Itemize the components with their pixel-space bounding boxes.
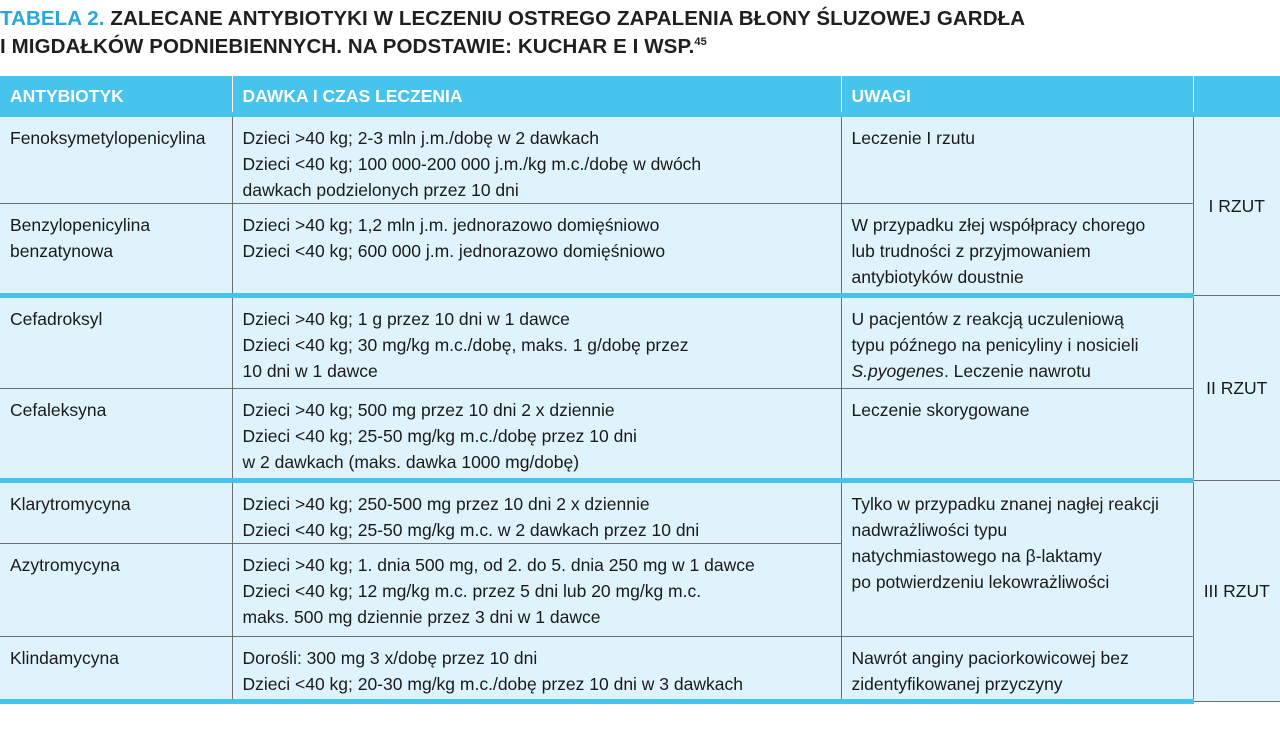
dose-line: Dzieci >40 kg; 1 g przez 10 dni w 1 dawce	[242, 308, 570, 329]
table-header-row	[0, 76, 1280, 114]
dose-line: maks. 500 mg dziennie przez 3 dni w 1 dawce	[242, 606, 601, 627]
dose-line: Dzieci <40 kg; 100 000-200 000 j.m./kg m.c./dobę w dwóch	[242, 153, 702, 174]
note-line: U pacjentów z reakcją uczuleniową	[851, 308, 1124, 329]
reference-number: 45	[694, 36, 707, 49]
dose-line: Dzieci <40 kg; 12 mg/kg m.c. przez 5 dni lub 20 mg/kg m.c.	[242, 580, 702, 601]
dose-line: w 2 dawkach (maks. dawka 1000 mg/dobę)	[242, 451, 580, 472]
antibiotics-table	[0, 76, 1280, 704]
cell-uwagi	[841, 295, 1193, 388]
antibiotic-name: Cefadroksyl	[10, 308, 103, 329]
cell-dawka	[232, 203, 841, 295]
cell-dawka	[232, 543, 841, 636]
header-uwagi: UWAGI	[841, 76, 1193, 114]
dose-line: Dzieci >40 kg; 1,2 mln j.m. jednorazowo domięśniowo	[242, 214, 660, 235]
antibiotic-name: Klindamycyna	[10, 647, 119, 668]
note-line: natychmiastowego na β-laktamy	[851, 545, 1102, 566]
header-rzut	[1193, 76, 1280, 114]
cell-dawka	[232, 636, 841, 701]
table-title-line-2: I MIGDAŁKÓW PODNIEBIENNYCH. NA PODSTAWIE: KUCHAR E I WSP.	[0, 35, 695, 58]
cell-dawka	[232, 114, 841, 203]
table-row	[0, 480, 1280, 543]
antibiotic-name: Klarytromycyna	[10, 493, 131, 514]
dose-line: Dzieci <40 kg; 600 000 j.m. jednorazowo domięśniowo	[242, 240, 666, 261]
cell-uwagi	[841, 480, 1193, 636]
rzut-cell: II RZUT	[1193, 295, 1280, 480]
cell-uwagi	[841, 203, 1193, 295]
cell-antybiotyk	[0, 295, 232, 388]
table-row	[0, 114, 1280, 203]
note-tail: . Leczenie nawrotu	[943, 360, 1091, 381]
dose-line: Dzieci >40 kg; 500 mg przez 10 dni 2 x dziennie	[242, 399, 615, 420]
dose-line: Dzieci >40 kg; 250-500 mg przez 10 dni 2 x dziennie	[242, 493, 650, 514]
cell-antybiotyk	[0, 388, 232, 480]
note-line: typu późnego na penicyliny i nosicieli	[851, 334, 1139, 355]
antibiotic-name: benzatynowa	[10, 240, 114, 261]
note-line: Nawrót anginy paciorkowicowej bez	[851, 647, 1129, 668]
table-row	[0, 203, 1280, 295]
header-dawka: DAWKA I CZAS LECZENIA	[232, 76, 841, 114]
cell-antybiotyk	[0, 636, 232, 701]
note-line: nadwrażliwości typu	[851, 519, 1008, 540]
antibiotic-name: Cefaleksyna	[10, 399, 107, 420]
dose-line: Dzieci <40 kg; 20-30 mg/kg m.c./dobę przez 10 dni w 3 dawkach	[242, 673, 743, 694]
table-row	[0, 295, 1280, 388]
table-label: TABELA 2.	[0, 7, 105, 30]
note-line: antybiotyków doustnie	[851, 266, 1024, 287]
cell-uwagi	[841, 114, 1193, 203]
dose-line: Dzieci >40 kg; 2-3 mln j.m./dobę w 2 dawkach	[242, 127, 599, 148]
antibiotic-name: Azytromycyna	[10, 554, 120, 575]
species-name: S.pyogenes	[851, 360, 944, 381]
cell-uwagi	[841, 636, 1193, 701]
cell-antybiotyk	[0, 203, 232, 295]
table-title	[0, 5, 1270, 61]
cell-uwagi	[841, 388, 1193, 480]
dose-line: Dzieci <40 kg; 25-50 mg/kg m.c./dobę przez 10 dni	[242, 425, 637, 446]
note-line: po potwierdzeniu lekowrażliwości	[851, 571, 1110, 592]
note-line: Tylko w przypadku znanej nagłej reakcji	[851, 493, 1159, 514]
dose-line: 10 dni w 1 dawce	[242, 360, 378, 381]
dose-line: Dzieci >40 kg; 1. dnia 500 mg, od 2. do 5. dnia 250 mg w 1 dawce	[242, 554, 755, 575]
note-line	[852, 358, 1183, 384]
note-line: zidentyfikowanej przyczyny	[851, 673, 1063, 694]
rzut-cell: III RZUT	[1193, 480, 1280, 701]
antibiotic-name: Fenoksymetylopenicylina	[10, 127, 206, 148]
dose-line: Dorośli: 300 mg 3 x/dobę przez 10 dni	[242, 647, 538, 668]
note-line: Leczenie I rzutu	[851, 127, 976, 148]
header-antybiotyk: ANTYBIOTYK	[0, 76, 232, 114]
cell-antybiotyk	[0, 114, 232, 203]
cell-antybiotyk	[0, 543, 232, 636]
dose-line: dawkach podzielonych przez 10 dni	[242, 179, 519, 200]
dose-line: Dzieci <40 kg; 30 mg/kg m.c./dobę, maks. 1 g/dobę przez	[242, 334, 689, 355]
note-line: W przypadku złej współpracy chorego	[851, 214, 1146, 235]
cell-dawka	[232, 480, 841, 543]
table-row	[0, 636, 1280, 701]
cell-dawka	[232, 388, 841, 480]
table-row	[0, 388, 1280, 480]
cell-dawka	[232, 295, 841, 388]
note-line: lub trudności z przyjmowaniem	[851, 240, 1091, 261]
cell-antybiotyk	[0, 480, 232, 543]
antibiotic-name: Benzylopenicylina	[10, 214, 151, 235]
dose-line: Dzieci <40 kg; 25-50 mg/kg m.c. w 2 dawkach przez 10 dni	[242, 519, 700, 540]
table-title-line-1: ZALECANE ANTYBIOTYKI W LECZENIU OSTREGO ZAPALENIA BŁONY ŚLUZOWEJ GARDŁA	[110, 7, 1026, 30]
rzut-cell: I RZUT	[1193, 114, 1280, 295]
note-line: Leczenie skorygowane	[851, 399, 1030, 420]
